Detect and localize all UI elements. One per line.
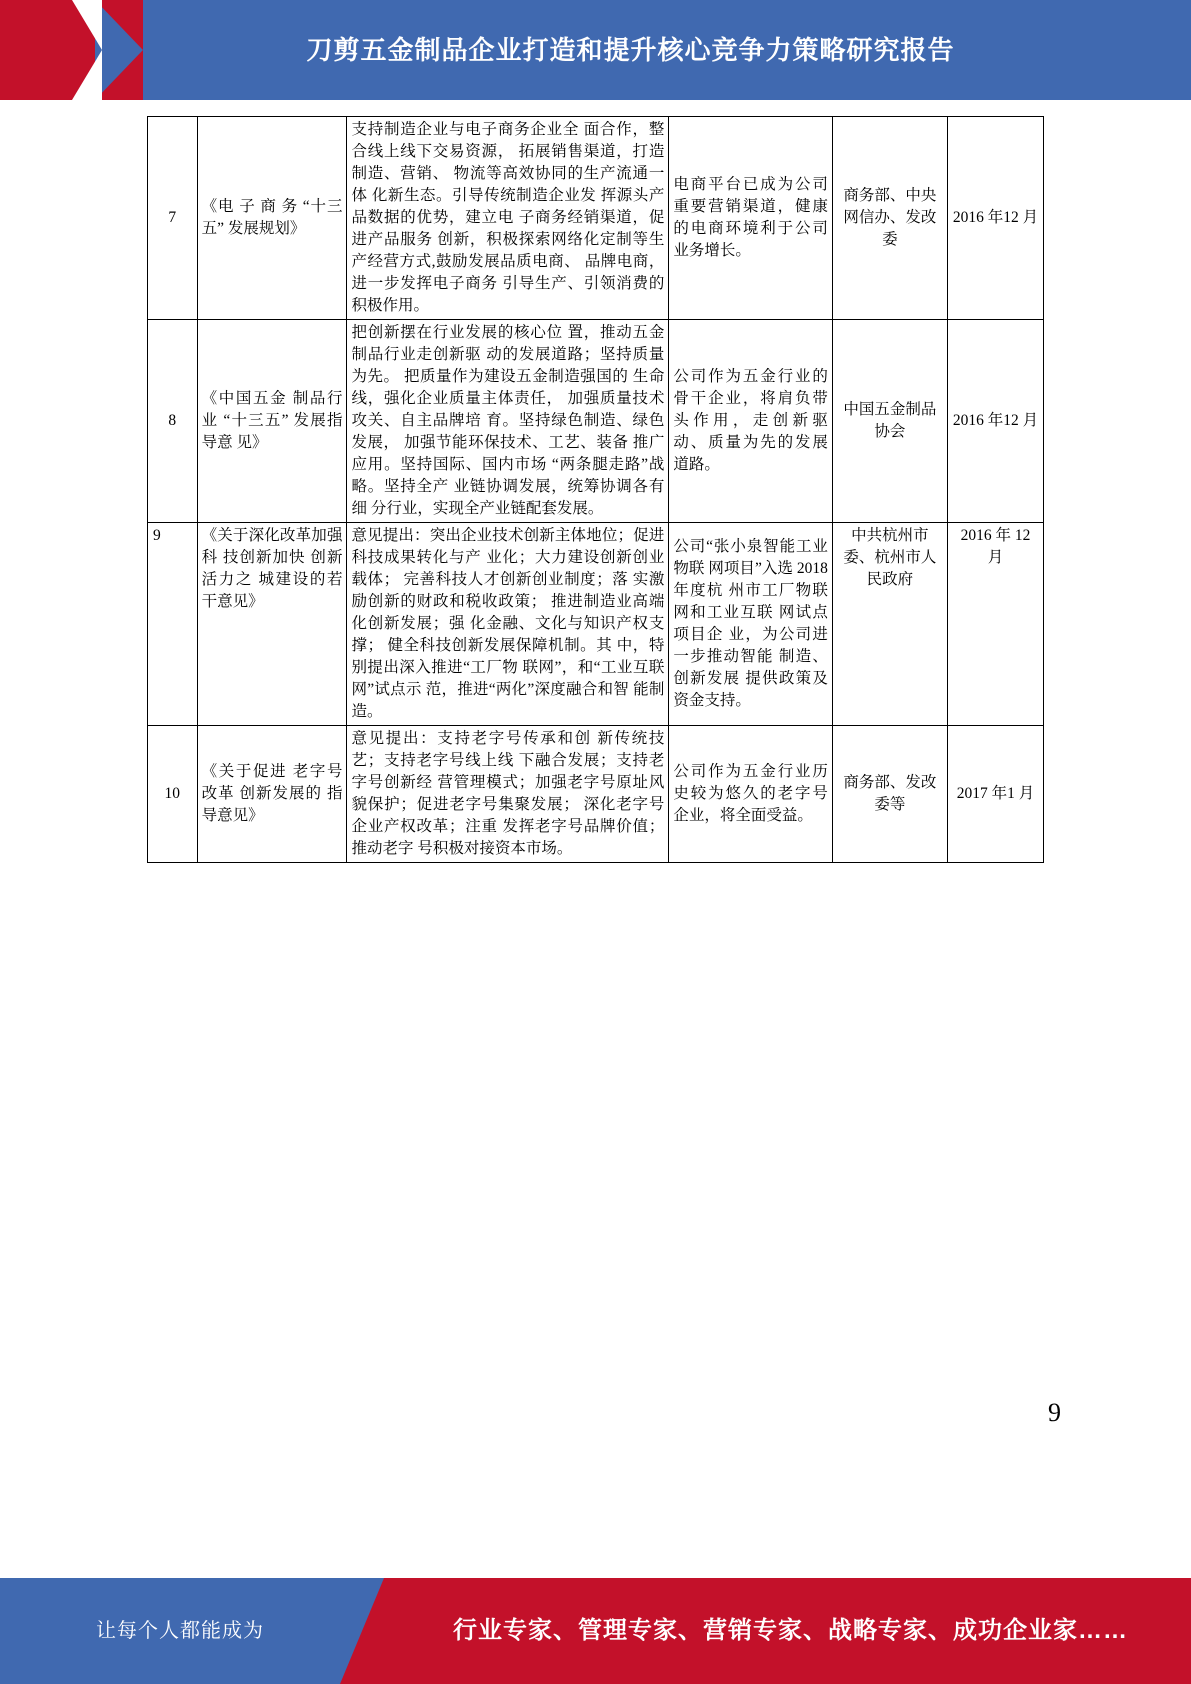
page-header — [0, 0, 1191, 100]
policy-title: 《关于促进 老字号改革 创新发展的 指导意见》 — [197, 726, 347, 863]
policy-impact: 公司作为五金行业历史较为悠久的老字号企业，将全面受益。 — [669, 726, 833, 863]
issuing-organization: 商务部、发改委等 — [832, 726, 947, 863]
footer-slogan-right: 行业专家、管理专家、营销专家、战略专家、成功企业家…… — [453, 1617, 1128, 1644]
table-row — [148, 117, 1044, 320]
policy-content: 意见提出：突出企业技术创新主体地位；促进科技成果转化与产 业化；大力建设创新创业载体； 完善科技人才创新创业制度；落 实激励创新的财政和税收政策； 推进制造业高端化创新发展；强 化金融、文化与知识产权支撑； 健全科技创新发展保障机制。其 中，特别提出深入推进“工厂物 联网”，和“工业互联网”试点示 范，推进“两化”深度融合和智 能制造。 — [347, 523, 669, 726]
row-number: 9 — [148, 523, 198, 726]
policy-title: 《关于深化改革加强科 技创新加快 创新活力之 城建设的若干意见》 — [197, 523, 347, 726]
policy-content: 意见提出：支持老字号传承和创 新传统技艺；支持老字号线上线 下融合发展；支持老字号创新经 营管理模式；加强老字号原址风 貌保护；促进老字号集聚发展； 深化老字号企业产权改革；注重 发挥老字号品牌价值；推动老字 号积极对接资本市场。 — [347, 726, 669, 863]
issue-date: 2016 年12 月 — [947, 320, 1043, 523]
policy-impact: 公司“张小泉智能工业物联 网项目”入选 2018 年度杭 州市工厂物联 网和工业互联 网试点项目企 业，为公司进 一步推动智能 制造、创新发展 提供政策及资金支持。 — [669, 523, 833, 726]
table-row — [148, 320, 1044, 523]
table-row — [148, 726, 1044, 863]
issue-date: 2017 年1 月 — [947, 726, 1043, 863]
page-footer — [0, 1578, 1191, 1684]
page-title: 刀剪五金制品企业打造和提升核心竞争力策略研究报告 — [306, 35, 955, 65]
policy-impact: 公司作为五金行业的骨干企业，将肩负带头作用，走创新驱动、质量为先的发展道路。 — [669, 320, 833, 523]
policy-content: 支持制造企业与电子商务企业全 面合作，整合线上线下交易资源， 拓展销售渠道，打造制造、营销、 物流等高效协同的生产流通一体 化新生态。引导传统制造企业发 挥源头产品数据的优势，建立电 子商务经销渠道，促进产品服务 创新，积极探索网络化定制等生 产经营方式,鼓励发展品质电商、 品牌电商，进一步发挥电子商务 引导生产、引领消费的积极作用。 — [347, 117, 669, 320]
policy-title: 《中国五金 制品行业 “十三五” 发展指导意 见》 — [197, 320, 347, 523]
row-number: 10 — [148, 726, 198, 863]
footer-slogan-left: 让每个人都能成为 — [96, 1620, 264, 1642]
page-number: 9 — [1048, 1398, 1061, 1427]
issue-date: 2016 年12 月 — [947, 117, 1043, 320]
policy-table — [147, 116, 1044, 863]
policy-content: 把创新摆在行业发展的核心位 置，推动五金制品行业走创新驱 动的发展道路；坚持质量为先。 把质量作为建设五金制造强国的 生命线，强化企业质量主体责任， 加强质量技术攻关、自主品牌培 育。坚持绿色制造、绿色发展， 加强节能环保技术、工艺、装备 推广应用。坚持国际、国内市场 “两条腿走路”战略。坚持全产 业链协调发展，统筹协调各有细 分行业，实现全产业链配套发展。 — [347, 320, 669, 523]
issuing-organization: 中国五金制品协会 — [832, 320, 947, 523]
table-row — [148, 523, 1044, 726]
policy-title: 《电 子 商 务 “十三五” 发展规划》 — [197, 117, 347, 320]
policy-impact: 电商平台已成为公司重要营销渠道，健康的电商环境利于公司业务增长。 — [669, 117, 833, 320]
issuing-organization: 中共杭州市 委、杭州市人民政府 — [832, 523, 947, 726]
policy-table-container — [147, 116, 1044, 863]
row-number: 8 — [148, 320, 198, 523]
issue-date: 2016 年 12 月 — [947, 523, 1043, 726]
issuing-organization: 商务部、中央网信办、发改委 — [832, 117, 947, 320]
row-number: 7 — [148, 117, 198, 320]
